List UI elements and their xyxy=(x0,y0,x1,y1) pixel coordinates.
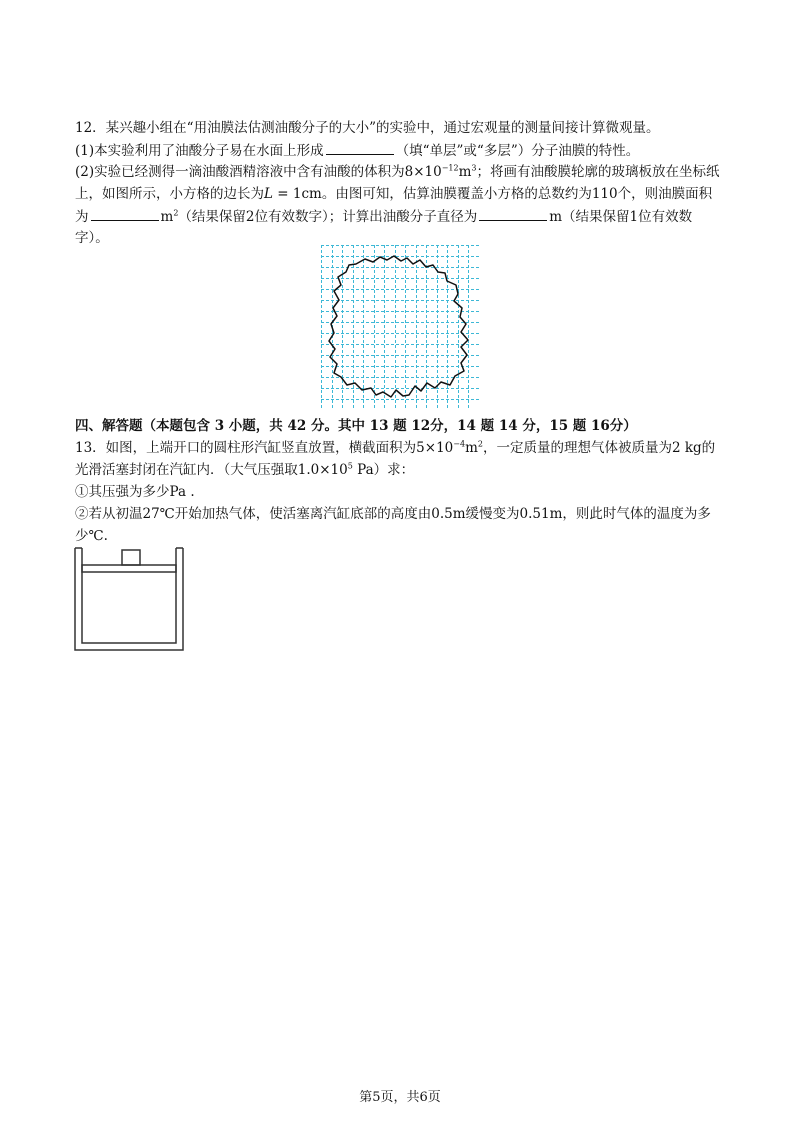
q12-unit-exponent: 3 xyxy=(471,163,477,173)
q12-part2-l3-post: m（结果保留1位有效数 xyxy=(549,209,693,225)
q13-line1 xyxy=(75,438,715,458)
q13-l2-post: Pa）求： xyxy=(352,462,415,478)
q12-part2-line1 xyxy=(75,162,720,182)
q12-part2-line3 xyxy=(75,206,692,227)
q12-part1 xyxy=(75,140,639,161)
q13-l1-pre: 13．如图，上端开口的圆柱形汽缸竖直放置，横截面积为5×10 xyxy=(75,440,454,456)
q12-part2-l3-mid: （结果保留2位有效数字）；计算出油酸分子直径为 xyxy=(178,209,478,225)
q13-subquestion-2-line1: ②若从初温27℃开始加热气体，使活塞离汽缸底部的高度由0.5m缓慢变为0.51m，则此时气体的温度为多 xyxy=(75,506,711,522)
q12-part2-l3-pre: 为 xyxy=(75,209,89,225)
q13-l1-post: ，一定质量的理想气体被质量为2 kg的 xyxy=(482,440,716,456)
q12-part1-pre: (1)本实验利用了油酸分子易在水面上形成 xyxy=(75,143,324,159)
q12-unit: m xyxy=(458,164,472,180)
q12-part1-post: （填“单层”或“多层”）分子油膜的特性。 xyxy=(395,143,640,159)
q12-part2-l2-mid: = 1cm。由图可知，估算油膜覆盖小方格的总数约为110个，则油膜面积 xyxy=(272,186,713,202)
q12-exponent: −12 xyxy=(441,163,459,173)
q12-blank-3[interactable] xyxy=(479,206,547,221)
q13-l1-mid: m xyxy=(465,440,478,456)
q12-area-unit-exp: 2 xyxy=(173,208,179,218)
gas-cylinder-figure xyxy=(70,544,190,654)
q12-blank-1[interactable] xyxy=(326,140,394,155)
q12-part2-line4: 字）。 xyxy=(75,230,109,246)
cylinder-inner-wall xyxy=(82,548,176,643)
q13-l2-pre: 光滑活塞封闭在汽缸内．（大气压强取1.0×10 xyxy=(75,462,348,478)
cylinder-outer-wall xyxy=(75,548,183,650)
grid-lines xyxy=(321,245,479,410)
q12-title: 12．某兴趣小组在“用油膜法估测油酸分子的大小”的实验中，通过宏观量的测量间接计算微观量。 xyxy=(75,120,660,136)
q13-line2 xyxy=(75,460,414,480)
q12-part2-line2 xyxy=(75,184,712,204)
q13-l1-exp1: −4 xyxy=(453,439,466,449)
q12-area-unit: m xyxy=(160,209,174,225)
piston xyxy=(82,565,176,572)
page-footer: 第5页，共6页 xyxy=(359,1090,441,1105)
q12-part2-l2-pre: 上，如图所示，小方格的边长为 xyxy=(75,186,264,202)
q13-subquestion-2-line2: 少℃. xyxy=(75,528,108,544)
q12-part2-text-post: ；将画有油酸膜轮廓的玻璃板放在坐标纸 xyxy=(476,164,720,180)
q13-l2-exp: 5 xyxy=(347,461,353,471)
q12-blank-2[interactable] xyxy=(91,206,159,221)
q12-var-L: L xyxy=(264,186,273,202)
q12-part2-text: (2)实验已经测得一滴油酸酒精溶液中含有油酸的体积为8×10 xyxy=(75,164,442,180)
q13-l1-exp2: 2 xyxy=(477,439,483,449)
section4-heading: 四、解答题（本题包含 3 小题，共 42 分。其中 13 题 12分，14 题 14 分，15 题 16分） xyxy=(75,418,637,434)
oil-film-grid-figure xyxy=(321,245,479,410)
q13-subquestion-1: ①其压强为多少Pa . xyxy=(75,484,195,500)
piston-weight-block xyxy=(122,550,140,565)
